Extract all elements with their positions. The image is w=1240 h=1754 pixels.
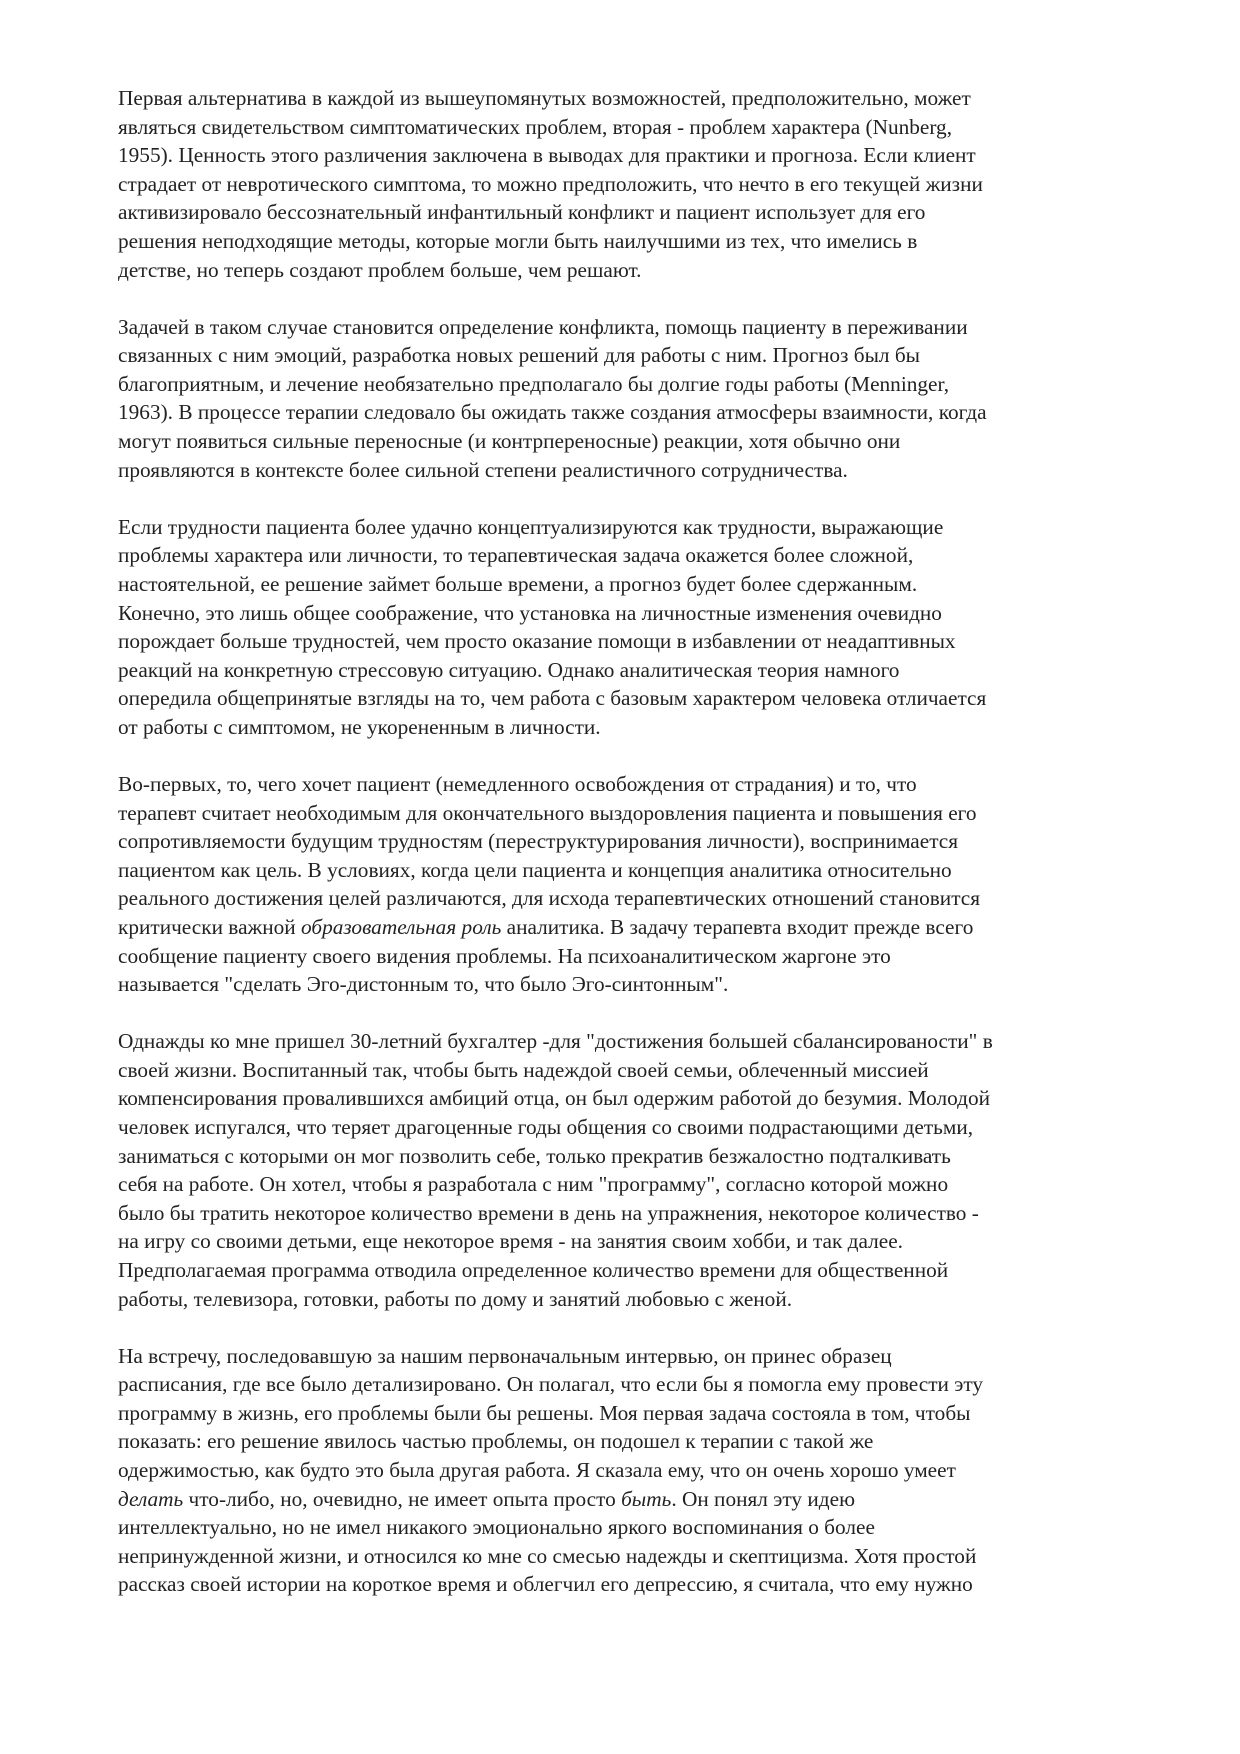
- text-line: Если трудности пациента более удачно концептуализируются как трудности, выражающие: [118, 514, 944, 539]
- text-line: заниматься с которыми он мог позволить себе, только прекратив безжалостно подталкивать: [118, 1143, 951, 1168]
- text-line: терапевт считает необходимым для окончательного выздоровления пациента и повышения его: [118, 800, 977, 825]
- text-segment: аналитика. В задачу терапевта входит прежде всего: [501, 914, 974, 939]
- text-line: настоятельной, ее решение займет больше времени, а прогноз будет более сдержанным.: [118, 571, 918, 596]
- text-line: пациентом как цель. В условиях, когда цели пациента и концепция аналитика относительно: [118, 857, 952, 882]
- text-line: Задачей в таком случае становится определение конфликта, помощь пациенту в переживании: [118, 314, 968, 339]
- text-line: сообщение пациенту своего видения проблемы. На психоаналитическом жаргоне это: [118, 943, 891, 968]
- text-line: было бы тратить некоторое количество времени в день на упражнения, некоторое количество -: [118, 1200, 979, 1225]
- italic-emphasis: быть: [621, 1486, 672, 1511]
- paragraph: [118, 1342, 1158, 1599]
- text-line: детстве, но теперь создают проблем больше, чем решают.: [118, 257, 642, 282]
- text-line: решения неподходящие методы, которые могли быть наилучшими из тех, что имелись в: [118, 228, 918, 253]
- text-line: связанных с ним эмоций, разработка новых решений для работы с ним. Прогноз был бы: [118, 343, 920, 368]
- text-line: от работы с симптомом, не укорененным в личности.: [118, 714, 601, 739]
- text-line: непринужденной жизни, и относился ко мне со смесью надежды и скептицизма. Хотя простой: [118, 1543, 977, 1568]
- text-line: называется "сделать Эго-дистонным то, что было Эго-синтонным".: [118, 972, 729, 997]
- text-line: Предполагаемая программа отводила определенное количество времени для общественной: [118, 1257, 949, 1282]
- text-line: интеллектуально, но не имел никакого эмоционально яркого воспоминания о более: [118, 1515, 875, 1540]
- text-line: 1955). Ценность этого различения заключена в выводах для практики и прогноза. Если клиент: [118, 143, 976, 168]
- paragraph: [118, 84, 1158, 284]
- text-line: на игру со своими детьми, еще некоторое время - на занятия своим хобби, и так далее.: [118, 1229, 904, 1254]
- text-line: [118, 1485, 1158, 1514]
- text-line: человек испугался, что теряет драгоценные годы общения со своими подрастающими детьми,: [118, 1115, 974, 1139]
- text-line: своей жизни. Воспитанный так, чтобы быть надеждой своей семьи, облеченный миссией: [118, 1057, 929, 1082]
- italic-emphasis: делать: [118, 1486, 184, 1511]
- text-line: программу в жизнь, его проблемы были бы решены. Моя первая задача состояла в том, чтобы: [118, 1400, 971, 1425]
- text-segment: критически важной: [118, 914, 302, 939]
- text-line: сопротивляемости будущим трудностям (переструктурирования личности), воспринимается: [118, 829, 959, 854]
- text-line: Первая альтернатива в каждой из вышеупомянутых возможностей, предположительно, может: [118, 86, 971, 110]
- text-line: 1963). В процессе терапии следовало бы ожидать также создания атмосферы взаимности, когда: [118, 400, 987, 425]
- text-line: являться свидетельством симптоматических проблем, вторая - проблем характера (Nunberg,: [118, 114, 953, 139]
- text-line: Конечно, это лишь общее соображение, что установка на личностные изменения очевидно: [118, 600, 942, 625]
- paragraph: [118, 1027, 1158, 1313]
- text-line: порождает больше трудностей, чем просто оказание помощи в избавлении от неадаптивных: [118, 629, 956, 654]
- text-segment: . Он понял эту идею: [671, 1486, 855, 1511]
- text-line: активизировало бессознательный инфантильный конфликт и пациент использует для его: [118, 200, 926, 225]
- text-line: расписания, где все было детализировано. Он полагал, что если бы я помогла ему провести эту: [118, 1372, 984, 1397]
- text-line: Во-первых, то, чего хочет пациент (немедленного освобождения от страдания) и то, что: [118, 771, 917, 796]
- text-line: благоприятным, и лечение необязательно предполагало бы долгие годы работы (Menninger,: [118, 371, 950, 396]
- text-line: рассказ своей истории на короткое время и облегчил его депрессию, я считала, что ему нужно: [118, 1572, 973, 1597]
- text-segment: что-либо, но, очевидно, не имеет опыта просто: [183, 1486, 622, 1511]
- text-line: страдает от невротического симптома, то можно предположить, что нечто в его текущей жизни: [118, 171, 983, 196]
- text-line: На встречу, последовавшую за нашим первоначальным интервью, он принес образец: [118, 1343, 892, 1368]
- text-line: могут появиться сильные переносные (и контрпереносные) реакции, хотя обычно они: [118, 429, 901, 454]
- text-line: проявляются в контексте более сильной степени реалистичного сотрудничества.: [118, 457, 848, 482]
- document-page: [118, 84, 1158, 1628]
- text-line: себя на работе. Он хотел, чтобы я разработала с ним "программу", согласно которой можно: [118, 1172, 949, 1197]
- paragraph: [118, 313, 1158, 485]
- text-line: компенсирования провалившихся амбиций отца, он был одержим работой до безумия. Молодой: [118, 1086, 991, 1111]
- text-line: реального достижения целей различаются, для исхода терапевтических отношений становится: [118, 886, 981, 911]
- text-line: опередила общепринятые взгляды на то, чем работа с базовым характером человека отличается: [118, 686, 987, 711]
- paragraph: [118, 770, 1158, 999]
- text-line: одержимостью, как будто это была другая работа. Я сказала ему, что он очень хорошо умеет: [118, 1458, 956, 1483]
- text-line: [118, 913, 1158, 942]
- paragraph: [118, 513, 1158, 742]
- text-line: проблемы характера или личности, то терапевтическая задача окажется более сложной,: [118, 543, 914, 568]
- text-line: показать: его решение явилось частью проблемы, он подошел к терапии с такой же: [118, 1429, 874, 1454]
- text-line: работы, телевизора, готовки, работы по дому и занятий любовью с женой.: [118, 1286, 793, 1311]
- italic-emphasis: образовательная роль: [301, 914, 502, 939]
- text-line: реакций на конкретную стрессовую ситуацию. Однако аналитическая теория намного: [118, 657, 900, 682]
- text-line: Однажды ко мне пришел 30-летний бухгалтер -для "достижения большей сбалансированости" в: [118, 1029, 993, 1054]
